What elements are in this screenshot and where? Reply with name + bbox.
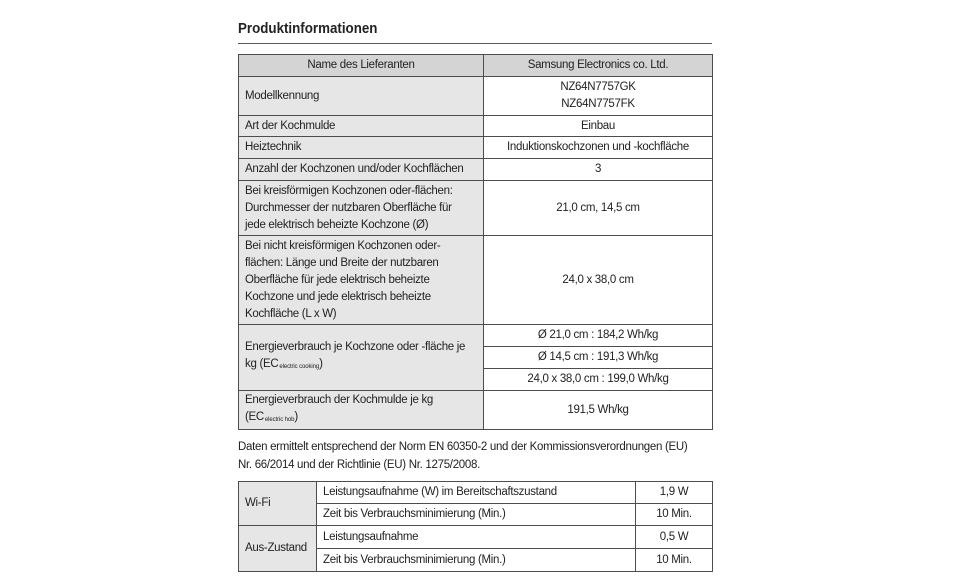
page-title: Produktinformationen bbox=[238, 20, 378, 37]
non-circular-zones-label bbox=[239, 236, 484, 325]
table-row-non-circular-zones bbox=[239, 236, 713, 325]
table-row-hob-type bbox=[239, 116, 713, 137]
energy-per-zone-label-line bbox=[245, 356, 481, 376]
standby-item-value: 1,9 W bbox=[636, 482, 713, 504]
table-row-zone-count bbox=[239, 159, 713, 181]
table-row-energy-hob bbox=[239, 391, 713, 430]
energy-hob-label-prefix: (EC bbox=[245, 410, 264, 423]
supplier-label: Name des Lieferanten bbox=[239, 55, 484, 77]
heating-label: Heiztechnik bbox=[239, 137, 484, 159]
energy-hob-value: 191,5 Wh/kg bbox=[484, 391, 713, 430]
energy-per-zone-label-prefix: kg (EC bbox=[245, 358, 279, 370]
standby-item-value: 10 Min. bbox=[636, 549, 713, 572]
model-label: Modellkennung bbox=[239, 77, 484, 116]
standby-item-label: Zeit bis Verbrauchsminimierung (Min.) bbox=[317, 504, 636, 526]
energy-per-zone-label-suffix: ) bbox=[319, 358, 323, 370]
circular-zones-label-line: jede elektrisch beheizte Kochzone (Ø) bbox=[245, 218, 429, 231]
non-circular-zones-label-line: flächen: Länge und Breite der nutzbaren bbox=[245, 256, 439, 269]
model-value-2: NZ64N7757FK bbox=[561, 98, 635, 110]
mode-label-wifi: Wi-Fi bbox=[239, 482, 317, 526]
hob-type-label: Art der Kochmulde bbox=[239, 116, 484, 137]
energy-per-zone-value: 24,0 x 38,0 cm : 199,0 Wh/kg bbox=[484, 369, 713, 391]
energy-per-zone-value: Ø 21,0 cm : 184,2 Wh/kg bbox=[484, 325, 713, 347]
non-circular-zones-label-line: Bei nicht kreisförmigen Kochzonen oder- bbox=[245, 239, 441, 252]
table-row bbox=[239, 526, 713, 549]
energy-hob-label-line: Energieverbrauch der Kochmulde je kg bbox=[245, 393, 434, 406]
standby-item-value: 10 Min. bbox=[636, 504, 713, 526]
circular-zones-label bbox=[239, 181, 484, 236]
circular-zones-label-line: Durchmesser der nutzbaren Oberfläche für bbox=[245, 201, 452, 214]
model-value bbox=[484, 77, 713, 116]
standby-item-label: Leistungsaufnahme (W) im Bereitschaftszustand bbox=[317, 482, 636, 504]
product-info-table bbox=[238, 54, 713, 430]
standby-item-label: Leistungsaufnahme bbox=[317, 526, 636, 549]
non-circular-zones-value: 24,0 x 38,0 cm bbox=[484, 236, 713, 325]
energy-hob-label-line bbox=[245, 409, 481, 429]
table-header-row bbox=[239, 55, 713, 77]
energy-per-zone-label-line: Energieverbrauch je Kochzone oder -fläche je bbox=[245, 341, 466, 353]
non-circular-zones-label-line: Kochfläche (L x W) bbox=[245, 307, 337, 320]
energy-per-zone-label-subscript: electric cooking bbox=[279, 364, 320, 370]
heating-value: Induktionskochzonen und -kochfläche bbox=[484, 137, 713, 159]
standby-item-value: 0,5 W bbox=[636, 526, 713, 549]
non-circular-zones-label-line: Oberfläche für jede elektrisch beheizte bbox=[245, 273, 430, 286]
standards-note-line: Daten ermittelt entsprechend der Norm EN 60350-2 und der Kommissionsverordnungen (EU) bbox=[238, 441, 688, 453]
energy-per-zone-value: Ø 14,5 cm : 191,3 Wh/kg bbox=[484, 347, 713, 369]
energy-hob-label-subscript: electric hob bbox=[264, 416, 295, 423]
mode-label-off: Aus-Zustand bbox=[239, 526, 317, 572]
energy-hob-label-suffix: ) bbox=[294, 410, 298, 423]
energy-per-zone-label bbox=[239, 325, 484, 391]
hob-type-value: Einbau bbox=[484, 116, 713, 137]
circular-zones-value: 21,0 cm, 14,5 cm bbox=[484, 181, 713, 236]
zone-count-value: 3 bbox=[484, 159, 713, 181]
non-circular-zones-label-line: Kochzone und jede elektrisch beheizte bbox=[245, 290, 431, 303]
standards-note bbox=[238, 438, 712, 474]
energy-hob-label bbox=[239, 391, 484, 430]
zone-count-label: Anzahl der Kochzonen und/oder Kochflächen bbox=[239, 159, 484, 181]
standby-power-table bbox=[238, 481, 713, 572]
circular-zones-label-line: Bei kreisförmigen Kochzonen oder-flächen: bbox=[245, 184, 453, 197]
table-row bbox=[239, 482, 713, 504]
standby-item-label: Zeit bis Verbrauchsminimierung (Min.) bbox=[317, 549, 636, 572]
table-row-energy-per-zone bbox=[239, 325, 713, 347]
supplier-value: Samsung Electronics co. Ltd. bbox=[484, 55, 713, 77]
table-row-heating bbox=[239, 137, 713, 159]
model-value-1: NZ64N7757GK bbox=[560, 81, 636, 93]
table-row-circular-zones bbox=[239, 181, 713, 236]
standards-note-line: Nr. 66/2014 und der Richtlinie (EU) Nr. 1275/2008. bbox=[238, 459, 480, 471]
title-divider bbox=[238, 43, 712, 44]
table-row-model bbox=[239, 77, 713, 116]
